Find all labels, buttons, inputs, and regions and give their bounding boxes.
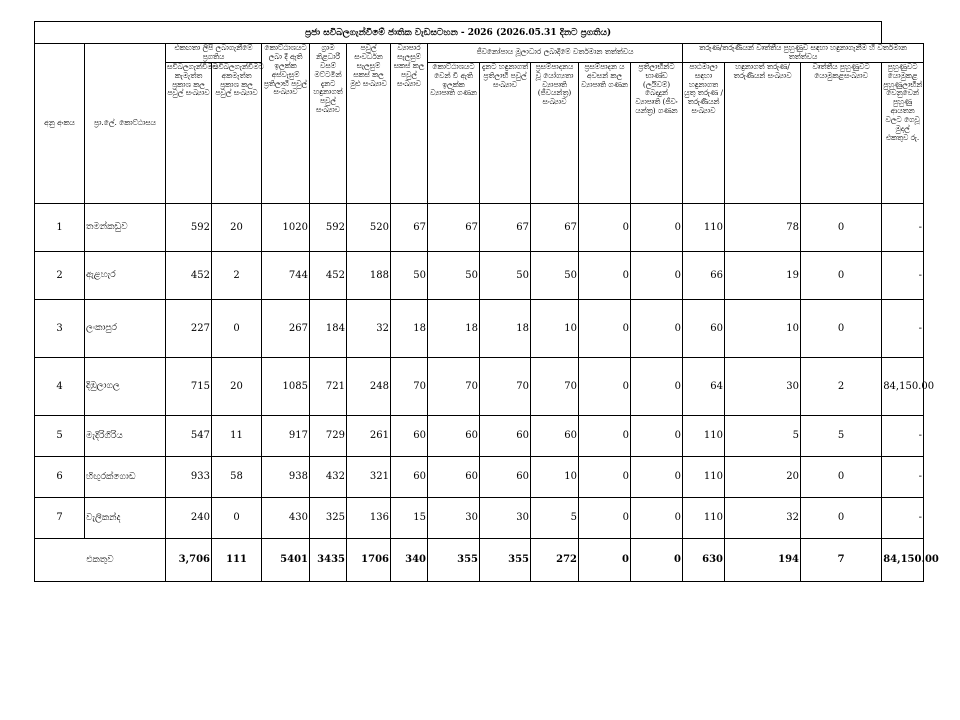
cell-youth-paid: - [882,456,924,497]
cell-youth-identified: 30 [725,357,801,415]
cell-youth-identified: 78 [725,203,801,251]
cell-not-accounts: 20 [212,203,262,251]
division-name: වැලිකන්ද [85,497,166,538]
cell-benefit-families: 1085 [262,357,310,415]
cell-youth-trained: 0 [801,299,882,357]
cell-youth-trained: 0 [801,251,882,299]
cell-liv-identified: 50 [480,251,531,299]
cell-youth-target: 110 [683,203,725,251]
cell-youth-target: 110 [683,497,725,538]
row-index: 7 [35,497,85,538]
cell-liv-identified: 18 [480,299,531,357]
total-youth-paid: 84,150.00 [882,538,924,581]
cell-liv-identified: 60 [480,456,531,497]
cell-not-accounts: 2 [212,251,262,299]
cell-liv-distributed: 0 [631,299,683,357]
cell-liv-started: 5 [531,497,579,538]
cell-liv-target: 18 [428,299,480,357]
total-accounts: 3,706 [166,538,212,581]
cell-accounts: 933 [166,456,212,497]
header-entitlement-accounts: සවිබලගැන්වීමට කැමැත්ත ප්‍රකාශ කල පවුල් සංඛ්‍යාව [166,62,212,203]
header-division: ප්‍රා.ලේ. කොට්ඨාසය [85,44,166,204]
cell-gn-families: 325 [310,497,347,538]
division-name: මැදිරිගිරිය [85,415,166,456]
total-business-plan: 340 [391,538,428,581]
cell-gn-families: 184 [310,299,347,357]
table-row [35,299,924,357]
cell-youth-identified: 5 [725,415,801,456]
cell-youth-target: 110 [683,415,725,456]
division-name: තමන්කඩුව [85,203,166,251]
cell-business-plan: 70 [391,357,428,415]
cell-liv-distributed: 0 [631,357,683,415]
row-index: 3 [35,299,85,357]
cell-gn-families: 592 [310,203,347,251]
division-name: හිඟුරක්ගොඩ [85,456,166,497]
table-row [35,203,924,251]
division-name: දිඹුලාගල [85,357,166,415]
cell-liv-started: 67 [531,203,579,251]
cell-youth-paid: - [882,497,924,538]
cell-liv-distributed: 0 [631,203,683,251]
header-gn-families: ග්‍රාම නිළධාරී වසම් මට්ටමින් දැනට හඳුනාගත් පවුල් සංඛ්‍යාව [310,44,347,204]
cell-youth-identified: 32 [725,497,801,538]
cell-gn-families: 432 [310,456,347,497]
cell-action-plan: 520 [347,203,391,251]
header-liv-completed: ප්‍රසම්පාදන ය අවසන් කල ව්‍යාපෘති ගණන [579,62,631,203]
cell-youth-target: 66 [683,251,725,299]
cell-benefit-families: 1020 [262,203,310,251]
cell-accounts: 715 [166,357,212,415]
header-liv-identified: දැනට හඳුනාගත් ප්‍රතිලාභී පවුල් සංඛ්‍යාව [480,62,531,203]
cell-youth-target: 110 [683,456,725,497]
header-youth-group: තරුණ/තරුණියන් වෘත්තීය පුහුණුව සඳහා හඳුනාගැනීම හි වර්තමාන තත්ත්වය [683,44,924,63]
cell-business-plan: 18 [391,299,428,357]
cell-gn-families: 721 [310,357,347,415]
table-title: ප්‍රජා සවිබලගැන්වීමේ ජාතික වැඩසටහන - 2026 (2026.05.31 දිනට ප්‍රගතිය) [35,22,882,44]
cell-accounts: 452 [166,251,212,299]
total-youth-target: 630 [683,538,725,581]
total-not-accounts: 111 [212,538,262,581]
cell-youth-target: 64 [683,357,725,415]
cell-accounts: 592 [166,203,212,251]
total-gn-families: 3435 [310,538,347,581]
cell-business-plan: 15 [391,497,428,538]
header-entitlement-group: එකඟතා ලිපි ලබාගැනීමේ ප්‍රගතිය [166,44,262,63]
row-index: 1 [35,203,85,251]
cell-benefit-families: 938 [262,456,310,497]
cell-youth-paid: - [882,299,924,357]
row-index: 5 [35,415,85,456]
cell-youth-paid: - [882,251,924,299]
header-action-plan-families: පවුල් සංවර්ධන සැලසුම් සකස් කල මුළු සංඛ්‍යාව [347,44,391,204]
cell-action-plan: 248 [347,357,391,415]
cell-business-plan: 67 [391,203,428,251]
table-row [35,456,924,497]
cell-action-plan: 261 [347,415,391,456]
header-youth-trained: වෘත්තීය පුහුණුවට යොමුකළසංඛ්‍යාව [801,62,882,203]
table-row [35,497,924,538]
cell-accounts: 547 [166,415,212,456]
header-liv-distributed: ප්‍රතිලාභීන්ට භාණ්ඩ (ලයිවම්) බෙදාදුන් ව්‍යාපෘති (ජීවං යන්ත්‍ර) ගණන [631,62,683,203]
cell-benefit-families: 917 [262,415,310,456]
total-liv-identified: 355 [480,538,531,581]
table-row [35,357,924,415]
cell-liv-target: 50 [428,251,480,299]
total-liv-started: 272 [531,538,579,581]
total-action-plan: 1706 [347,538,391,581]
cell-liv-target: 60 [428,415,480,456]
row-index: 4 [35,357,85,415]
cell-liv-started: 10 [531,299,579,357]
cell-liv-started: 10 [531,456,579,497]
table-row [35,251,924,299]
cell-liv-completed: 0 [579,456,631,497]
cell-liv-target: 70 [428,357,480,415]
row-index: 6 [35,456,85,497]
cell-liv-target: 67 [428,203,480,251]
header-business-plan-families: ව්‍යාපාර සැලසුම් සකස් කල පවුල් සංඛ්‍යාව [391,44,428,204]
cell-youth-trained: 0 [801,497,882,538]
cell-benefit-families: 267 [262,299,310,357]
cell-liv-identified: 30 [480,497,531,538]
cell-liv-completed: 0 [579,497,631,538]
cell-liv-completed: 0 [579,299,631,357]
total-youth-trained: 7 [801,538,882,581]
division-name: ලංකාපුර [85,299,166,357]
header-youth-target: පාඨමාලා සඳහා හඳුනාගත යුතු තරුණ / තරුණියන් සංඛ්‍යාව [683,62,725,203]
totals-row [35,538,924,581]
cell-liv-completed: 0 [579,357,631,415]
header-liv-target: කොට්ඨාශයට වෙන් වී ඇති ඉලක්ක ව්‍යාපෘති ගණන [428,62,480,203]
progress-table [34,21,939,582]
cell-liv-identified: 70 [480,357,531,415]
cell-benefit-families: 744 [262,251,310,299]
cell-liv-started: 70 [531,357,579,415]
totals-label: එකතුව [35,538,166,581]
header-benefit-families: කොට්ඨාශයට ලබා දී ඇති ඉලක්ක අස්වැසුම් ප්‍රතිලාභී පවුල් සංඛ්‍යාව [262,44,310,204]
cell-youth-identified: 20 [725,456,801,497]
cell-liv-started: 60 [531,415,579,456]
header-liv-started: ප්‍රසම්පාදනය වූ යෝග්‍යතා ව්‍යාපෘති (ජීවයන්ත්‍ර) සංඛ්‍යාව [531,62,579,203]
cell-youth-trained: 0 [801,203,882,251]
table-row [35,415,924,456]
cell-youth-trained: 0 [801,456,882,497]
cell-business-plan: 60 [391,456,428,497]
cell-liv-completed: 0 [579,415,631,456]
cell-liv-identified: 67 [480,203,531,251]
cell-accounts: 240 [166,497,212,538]
cell-action-plan: 136 [347,497,391,538]
cell-liv-completed: 0 [579,203,631,251]
total-liv-target: 355 [428,538,480,581]
header-youth-paid: පුහුණුවට යොමුකළ පුහුණුලාභීන් වෙනුවෙන් පුහුණු ආයතන වලට ගෙවූ මුදල් එකතුව රු. [882,62,924,203]
cell-not-accounts: 11 [212,415,262,456]
cell-youth-paid: 84,150.00 [882,357,924,415]
total-liv-distributed: 0 [631,538,683,581]
cell-gn-families: 729 [310,415,347,456]
cell-liv-target: 30 [428,497,480,538]
total-benefit-families: 5401 [262,538,310,581]
total-liv-completed: 0 [579,538,631,581]
header-livelihood-group: ජීවනෝපාය මූලාධාර ලබාදීමේ වර්තමාන තත්ත්වය [428,44,683,63]
cell-business-plan: 50 [391,251,428,299]
cell-youth-identified: 19 [725,251,801,299]
cell-action-plan: 321 [347,456,391,497]
row-index: 2 [35,251,85,299]
cell-not-accounts: 20 [212,357,262,415]
cell-liv-distributed: 0 [631,251,683,299]
cell-youth-paid: - [882,415,924,456]
cell-not-accounts: 0 [212,497,262,538]
cell-liv-distributed: 0 [631,456,683,497]
cell-accounts: 227 [166,299,212,357]
cell-business-plan: 60 [391,415,428,456]
cell-liv-distributed: 0 [631,415,683,456]
cell-gn-families: 452 [310,251,347,299]
cell-liv-distributed: 0 [631,497,683,538]
cell-liv-target: 60 [428,456,480,497]
cell-not-accounts: 0 [212,299,262,357]
cell-liv-completed: 0 [579,251,631,299]
cell-not-accounts: 58 [212,456,262,497]
division-name: ඇළහැර [85,251,166,299]
cell-youth-identified: 10 [725,299,801,357]
header-youth-identified: හඳුනාගත් තරුණ/ තරුණියන් සංඛ්‍යාව [725,62,801,203]
header-entitlement-not: සවිබලගැන්වීමට අකමැත්ත ප්‍රකාශ කල පවුල් සංඛ්‍යාව [212,62,262,203]
cell-youth-trained: 2 [801,357,882,415]
cell-youth-target: 60 [683,299,725,357]
cell-youth-paid: - [882,203,924,251]
cell-benefit-families: 430 [262,497,310,538]
cell-youth-trained: 5 [801,415,882,456]
cell-action-plan: 188 [347,251,391,299]
total-youth-identified: 194 [725,538,801,581]
cell-liv-identified: 60 [480,415,531,456]
cell-action-plan: 32 [347,299,391,357]
cell-liv-started: 50 [531,251,579,299]
header-serial: අනු අංකය [35,44,85,204]
